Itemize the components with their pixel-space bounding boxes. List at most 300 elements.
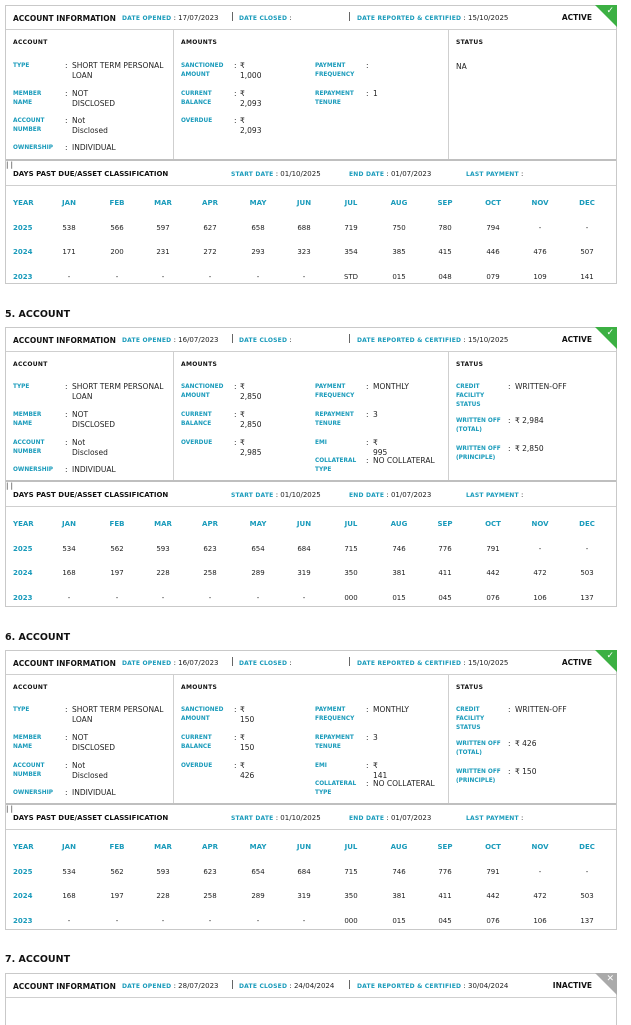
type-value: SHORT TERM PERSONAL LOAN [72,705,164,724]
year-cell: 2023 [13,594,33,602]
dpd-cell: 350 [344,569,358,577]
month-header: MAY [249,199,267,207]
dpd-header: DAYS PAST DUE/ASSET CLASSIFICATION START DATE : 01/10/2025 | END DATE : 01/07/2023 | LAST PAYMENT : [6,161,616,186]
details-section [6,352,616,482]
date-closed-label: DATE CLOSED [239,337,288,344]
ownership-label: OWNERSHIP [13,790,54,796]
year-cell: 2024 [13,569,33,577]
end-date-value: 01/07/2023 [390,814,432,822]
dpd-cell: 137 [580,594,594,602]
end-date-label: END DATE [349,492,385,499]
payment-frequency-label: PAYMENT FREQUENCY [315,384,355,399]
year-header: YEAR [13,843,34,851]
year-cell: 2023 [13,273,33,281]
dpd-cell: - [302,273,306,281]
dpd-cell: 350 [344,892,358,900]
account-info-title: ACCOUNT INFORMATION [13,14,116,23]
month-header: NOV [531,199,549,207]
year-cell: 2025 [13,545,33,553]
dpd-cell: 197 [110,892,124,900]
dpd-cell: 746 [392,868,406,876]
member-name-label: MEMBER NAME [13,412,42,427]
amounts-heading: AMOUNTS [181,684,218,691]
written-off-total-value: ₹ 2,984 [515,416,544,425]
overdue-label: OVERDUE [181,440,213,446]
dpd-cell: 381 [392,569,406,577]
dpd-cell: 293 [251,248,265,256]
current-balance-label: CURRENT BALANCE [181,412,212,427]
dpd-cell: 319 [297,569,311,577]
month-header: AUG [390,199,408,207]
account-heading: ACCOUNT [13,39,48,46]
current-balance-value: ₹ 150 [240,733,255,752]
date-reported-label: DATE REPORTED & CERTIFIED [357,660,462,667]
dpd-cell: 106 [533,594,547,602]
status-badge: ACTIVE [561,335,592,344]
month-header: MAY [249,843,267,851]
month-header: NOV [531,520,549,528]
month-header: JUN [296,520,312,528]
month-header: DEC [579,520,595,528]
dpd-cell: 715 [344,868,358,876]
dpd-cell: 534 [62,868,76,876]
emi-value: ₹ 995 [373,438,388,457]
dpd-cell: 015 [392,273,406,281]
dpd-cell: 323 [297,248,311,256]
type-label: TYPE [13,384,30,390]
status-heading: STATUS [456,39,484,46]
start-date-label: START DATE [231,492,274,499]
overdue-value: ₹ 426 [240,761,255,780]
dpd-cell: - [538,224,542,232]
dpd-cell: 048 [438,273,452,281]
check-icon: ✓ [606,328,614,338]
account-card [5,5,617,284]
dpd-cell: 415 [438,248,452,256]
dpd-cell: 791 [486,868,500,876]
dpd-cell: - [115,917,119,925]
type-label: TYPE [13,707,30,713]
section-title: 6. ACCOUNT [5,632,71,643]
month-header: JUL [344,843,358,851]
month-header: OCT [485,199,501,207]
month-header: JAN [62,843,76,851]
dpd-cell: 627 [203,224,217,232]
month-header: OCT [485,843,501,851]
account-info-title: ACCOUNT INFORMATION [13,336,116,345]
end-date-value: 01/07/2023 [390,491,432,499]
status-badge: ACTIVE [561,13,592,22]
month-header: MAY [249,520,267,528]
overdue-value: ₹ 2,093 [240,116,262,135]
dpd-cell: - [161,594,165,602]
month-header: JAN [62,520,76,528]
written-off-total-value: ₹ 426 [515,739,537,748]
month-header: FEB [109,843,125,851]
month-header: JAN [62,199,76,207]
repayment-tenure-value: 3 [373,410,378,419]
dpd-grid [6,186,616,286]
month-header: FEB [109,199,125,207]
start-date-label: START DATE [231,815,274,822]
month-header: MAR [154,520,172,528]
dpd-cell: 566 [110,224,124,232]
dpd-cell: 015 [392,917,406,925]
payment-frequency-value: MONTHLY [373,382,409,391]
dpd-cell: 289 [251,569,265,577]
credit-facility-status-label: CREDIT FACILITY STATUS [456,384,485,408]
member-name-label: MEMBER NAME [13,91,42,106]
month-header: NOV [531,843,549,851]
account-number-label: ACCOUNT NUMBER [13,763,45,778]
date-opened-value: 16/07/2023 [178,336,219,344]
status-badge: INACTIVE [552,981,592,990]
close-icon: ✕ [606,974,614,984]
collateral-type-value: NO COLLATERAL [373,779,435,788]
month-header: JUL [344,199,358,207]
account-info-header: ACCOUNT INFORMATION DATE OPENED : 16/07/2023 | DATE CLOSED : | DATE REPORTED & CERTIFIED : 15/10/2025 ACTIVE ✓ [6,328,616,352]
dpd-cell: 258 [203,892,217,900]
dpd-cell: 597 [156,224,170,232]
dpd-cell: 776 [438,545,452,553]
dpd-cell: - [256,917,260,925]
last-payment-label: LAST PAYMENT [466,815,519,822]
dpd-cell: 593 [156,868,170,876]
account-heading: ACCOUNT [13,361,48,368]
account-info-header: ACCOUNT INFORMATION DATE OPENED : 28/07/2023 | DATE CLOSED : 24/04/2024 | DATE REPORTED & CERTIFIED : 30/04/2024 INACTIVE ✕ [6,974,616,998]
last-payment-label: LAST PAYMENT [466,171,519,178]
amounts-heading: AMOUNTS [181,361,218,368]
year-header: YEAR [13,520,34,528]
dpd-cell: 750 [392,224,406,232]
status-value: NA [456,62,467,71]
dpd-cell: - [302,917,306,925]
month-header: AUG [390,520,408,528]
dpd-cell: 000 [344,594,358,602]
date-opened-label: DATE OPENED [122,15,172,22]
date-reported-label: DATE REPORTED & CERTIFIED [357,983,462,990]
section-title: 7. ACCOUNT [5,954,71,965]
year-cell: 2023 [13,917,33,925]
date-opened-value: 16/07/2023 [178,659,219,667]
member-name-value: NOT DISCLOSED [72,89,116,108]
repayment-tenure-value: 1 [373,89,378,98]
dpd-cell: - [115,594,119,602]
type-value: SHORT TERM PERSONAL LOAN [72,382,164,401]
year-cell: 2025 [13,224,33,232]
account-number-label: ACCOUNT NUMBER [13,118,45,133]
dpd-cell: 411 [438,892,452,900]
month-header: AUG [390,843,408,851]
type-label: TYPE [13,63,30,69]
date-opened-value: 17/07/2023 [178,14,219,22]
ownership-label: OWNERSHIP [13,467,54,473]
sanctioned-label: SANCTIONED AMOUNT [181,384,224,399]
dpd-cell: - [538,545,542,553]
dpd-cell: 684 [297,868,311,876]
dpd-cell: 354 [344,248,358,256]
overdue-label: OVERDUE [181,763,213,769]
dpd-header: DAYS PAST DUE/ASSET CLASSIFICATION START DATE : 01/10/2025 | END DATE : 01/07/2023 | LAST PAYMENT : [6,805,616,830]
dpd-cell: 228 [156,892,170,900]
dpd-cell: 079 [486,273,500,281]
written-off-principle-value: ₹ 150 [515,767,537,776]
date-closed-label: DATE CLOSED [239,15,288,22]
repayment-tenure-value: 3 [373,733,378,742]
member-name-label: MEMBER NAME [13,735,42,750]
dpd-cell: 411 [438,569,452,577]
date-reported-value: 15/10/2025 [468,336,509,344]
dpd-cell: 794 [486,224,500,232]
dpd-cell: 472 [533,892,547,900]
month-header: JUN [296,843,312,851]
date-reported-value: 15/10/2025 [468,659,509,667]
ownership-label: OWNERSHIP [13,145,54,151]
account-column: ACCOUNT TYPE : SHORT TERM PERSONAL LOAN MEMBER NAME : NOT DISCLOSED ACCOUNT NUMBER : Not Disclosed OWNERSHIP : INDIVIDUAL [6,30,174,159]
dpd-cell: 476 [533,248,547,256]
emi-label: EMI [315,763,327,769]
amounts-column: AMOUNTS SANCTIONED AMOUNT : ₹ 1,000 CURRENT BALANCE : ₹ 2,093 OVERDUE : ₹ 2,093 PAYMENT FREQUENCY : REPAYMENT TENURE : 1 [174,30,449,159]
account-card [5,973,617,1025]
dpd-cell: 776 [438,868,452,876]
start-date-label: START DATE [231,171,274,178]
dpd-header: DAYS PAST DUE/ASSET CLASSIFICATION START DATE : 01/10/2025 | END DATE : 01/07/2023 | LAST PAYMENT : [6,482,616,507]
dpd-cell: - [585,545,589,553]
year-cell: 2024 [13,248,33,256]
dpd-cell: 200 [110,248,124,256]
current-balance-label: CURRENT BALANCE [181,735,212,750]
status-column [449,30,616,159]
dpd-cell: - [67,917,71,925]
emi-label: EMI [315,440,327,446]
dpd-cell: 623 [203,868,217,876]
dpd-cell: 045 [438,917,452,925]
date-closed-value: 24/04/2024 [293,982,335,990]
start-date-value: 01/10/2025 [280,814,321,822]
month-header: OCT [485,520,501,528]
date-reported-label: DATE REPORTED & CERTIFIED [357,337,462,344]
dpd-cell: 791 [486,545,500,553]
check-icon: ✓ [606,651,614,661]
sanctioned-value: ₹ 1,000 [240,61,262,80]
month-header: APR [202,520,218,528]
written-off-principle-label: WRITTEN OFF (PRINCIPLE) [456,446,501,461]
dpd-cell: 289 [251,892,265,900]
type-value: SHORT TERM PERSONAL LOAN [72,61,164,80]
end-date-label: END DATE [349,815,385,822]
month-header: DEC [579,199,595,207]
month-header: SEP [437,199,453,207]
sanctioned-label: SANCTIONED AMOUNT [181,707,224,722]
dpd-cell: 654 [251,545,265,553]
month-header: DEC [579,843,595,851]
payment-frequency-label: PAYMENT FREQUENCY [315,63,355,78]
dpd-cell: STD [343,273,359,281]
dpd-cell: 272 [203,248,217,256]
dpd-cell: 503 [580,892,594,900]
credit-facility-status-value: WRITTEN-OFF [515,705,567,714]
dpd-cell: - [161,273,165,281]
account-number-value: Not Disclosed [72,761,108,780]
dpd-cell: 538 [62,224,76,232]
dpd-cell: 000 [344,917,358,925]
account-card [5,327,617,607]
dpd-cell: 258 [203,569,217,577]
dpd-cell: - [67,594,71,602]
dpd-cell: 684 [297,545,311,553]
dpd-cell: - [256,273,260,281]
ownership-value: INDIVIDUAL [72,143,116,152]
dpd-cell: 719 [344,224,358,232]
repayment-tenure-label: REPAYMENT TENURE [315,735,354,750]
account-number-value: Not Disclosed [72,116,108,135]
dpd-cell: 141 [580,273,594,281]
dpd-cell: 319 [297,892,311,900]
dpd-grid [6,507,616,607]
member-name-value: NOT DISCLOSED [72,733,116,752]
month-header: JUN [296,199,312,207]
month-header: MAR [154,843,172,851]
dpd-cell: 385 [392,248,406,256]
collateral-type-label: COLLATERAL TYPE [315,781,357,796]
amounts-column: AMOUNTS SANCTIONED AMOUNT : ₹ 150 CURRENT BALANCE : ₹ 150 OVERDUE : ₹ 426 PAYMENT FREQUENCY : MONTHLY REPAYMENT TENURE : 3 EMI : ₹ 141 COLLATERAL TYPE : NO COLLATERAL [174,675,449,803]
year-header: YEAR [13,199,34,207]
date-reported-value: 30/04/2024 [468,982,509,990]
written-off-principle-label: WRITTEN OFF (PRINCIPLE) [456,769,501,784]
dpd-cell: 562 [110,545,124,553]
date-reported-value: 15/10/2025 [468,14,509,22]
sanctioned-label: SANCTIONED AMOUNT [181,63,224,78]
payment-frequency-value: MONTHLY [373,705,409,714]
year-cell: 2024 [13,892,33,900]
end-date-label: END DATE [349,171,385,178]
collateral-type-value: NO COLLATERAL [373,456,435,465]
account-heading: ACCOUNT [13,684,48,691]
month-header: FEB [109,520,125,528]
dpd-cell: 658 [251,224,265,232]
month-header: SEP [437,520,453,528]
details-section [6,675,616,805]
status-column: STATUS CREDIT FACILITY STATUS : WRITTEN-OFF WRITTEN OFF (TOTAL) : ₹ 426 WRITTEN OFF (PRINCIPLE) : ₹ 150 [456,684,567,784]
dpd-cell: - [302,594,306,602]
dpd-title: DAYS PAST DUE/ASSET CLASSIFICATION [13,491,169,499]
last-payment-label: LAST PAYMENT [466,492,519,499]
dpd-cell: 472 [533,569,547,577]
dpd-grid [6,830,616,930]
dpd-cell: 446 [486,248,500,256]
account-info-title: ACCOUNT INFORMATION [13,659,116,668]
overdue-value: ₹ 2,985 [240,438,262,457]
section-title: 5. ACCOUNT [5,309,71,320]
amounts-heading: AMOUNTS [181,39,218,46]
end-date-value: 01/07/2023 [390,170,432,178]
dpd-cell: 015 [392,594,406,602]
dpd-cell: 623 [203,545,217,553]
dpd-cell: - [208,594,212,602]
check-icon: ✓ [606,6,614,16]
account-column: ACCOUNT TYPE : SHORT TERM PERSONAL LOAN MEMBER NAME : NOT DISCLOSED ACCOUNT NUMBER : Not Disclosed OWNERSHIP : INDIVIDUAL [6,352,174,480]
ownership-value: INDIVIDUAL [72,465,116,474]
status-badge: ACTIVE [561,658,592,667]
dpd-cell: - [67,273,71,281]
dpd-cell: 442 [486,892,500,900]
dpd-cell: 507 [580,248,594,256]
dpd-cell: 534 [62,545,76,553]
sanctioned-value: ₹ 150 [240,705,255,724]
sanctioned-value: ₹ 2,850 [240,382,262,401]
account-card [5,650,617,930]
current-balance-label: CURRENT BALANCE [181,91,212,106]
dpd-cell: - [208,273,212,281]
dpd-cell: 503 [580,569,594,577]
written-off-total-label: WRITTEN OFF (TOTAL) [456,418,501,433]
dpd-cell: 231 [156,248,170,256]
emi-value: ₹ 141 [373,761,388,780]
dpd-cell: - [208,917,212,925]
status-heading: STATUS [456,361,484,368]
account-info-header: ACCOUNT INFORMATION DATE OPENED : 17/07/2023 | DATE CLOSED : | DATE REPORTED & CERTIFIED : 15/10/2025 ACTIVE ✓ [6,6,616,30]
dpd-cell: 076 [486,917,500,925]
member-name-value: NOT DISCLOSED [72,410,116,429]
dpd-cell: - [585,868,589,876]
date-closed-label: DATE CLOSED [239,660,288,667]
account-info-title: ACCOUNT INFORMATION [13,982,116,991]
ownership-value: INDIVIDUAL [72,788,116,797]
dpd-cell: 381 [392,892,406,900]
credit-facility-status-value: WRITTEN-OFF [515,382,567,391]
details-section [6,30,616,161]
collateral-type-label: COLLATERAL TYPE [315,458,357,473]
written-off-principle-value: ₹ 2,850 [515,444,544,453]
year-cell: 2025 [13,868,33,876]
credit-facility-status-label: CREDIT FACILITY STATUS [456,707,485,731]
dpd-cell: 562 [110,868,124,876]
dpd-title: DAYS PAST DUE/ASSET CLASSIFICATION [13,170,169,178]
dpd-cell: - [115,273,119,281]
repayment-tenure-label: REPAYMENT TENURE [315,412,354,427]
dpd-cell: 168 [62,892,76,900]
start-date-value: 01/10/2025 [280,491,321,499]
date-closed-label: DATE CLOSED [239,983,288,990]
current-balance-value: ₹ 2,850 [240,410,262,429]
dpd-cell: 137 [580,917,594,925]
account-info-header: ACCOUNT INFORMATION DATE OPENED : 16/07/2023 | DATE CLOSED : | DATE REPORTED & CERTIFIED : 15/10/2025 ACTIVE ✓ [6,651,616,675]
dpd-cell: 228 [156,569,170,577]
dpd-cell: 106 [533,917,547,925]
month-header: APR [202,843,218,851]
date-reported-label: DATE REPORTED & CERTIFIED [357,15,462,22]
dpd-cell: 746 [392,545,406,553]
account-number-label: ACCOUNT NUMBER [13,440,45,455]
dpd-cell: - [585,224,589,232]
dpd-cell: 688 [297,224,311,232]
dpd-cell: 076 [486,594,500,602]
dpd-cell: 045 [438,594,452,602]
date-opened-label: DATE OPENED [122,983,172,990]
current-balance-value: ₹ 2,093 [240,89,262,108]
dpd-cell: 109 [533,273,547,281]
dpd-cell: 715 [344,545,358,553]
dpd-cell: 593 [156,545,170,553]
month-header: MAR [154,199,172,207]
status-heading: STATUS [456,684,484,691]
dpd-cell: 442 [486,569,500,577]
account-column: ACCOUNT TYPE : SHORT TERM PERSONAL LOAN MEMBER NAME : NOT DISCLOSED ACCOUNT NUMBER : Not Disclosed OWNERSHIP : INDIVIDUAL [6,675,174,803]
date-opened-label: DATE OPENED [122,337,172,344]
dpd-cell: 780 [438,224,452,232]
dpd-title: DAYS PAST DUE/ASSET CLASSIFICATION [13,814,169,822]
dpd-cell: 197 [110,569,124,577]
